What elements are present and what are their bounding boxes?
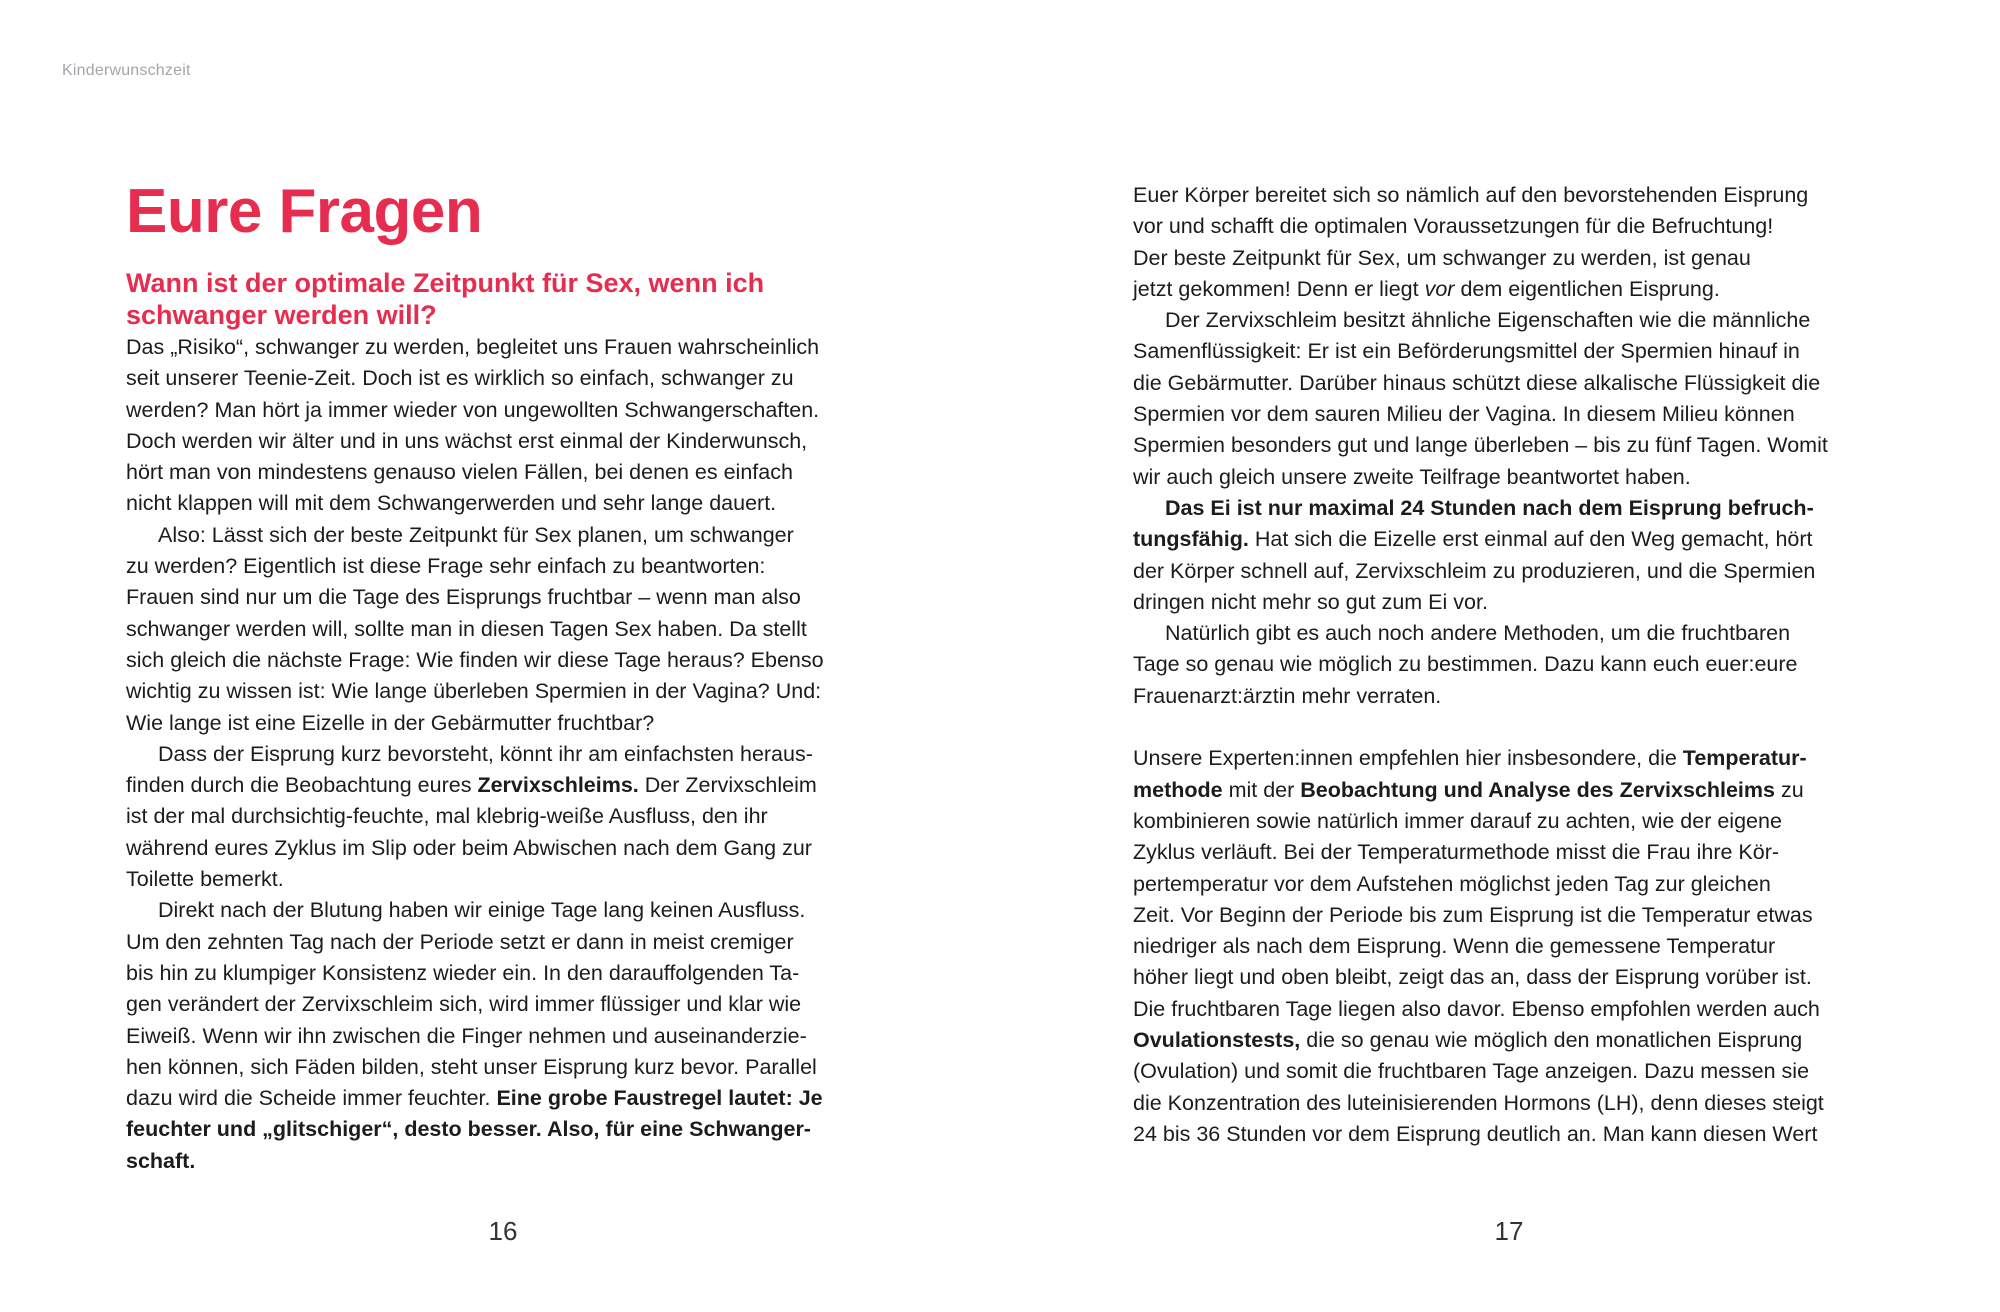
- text-run: bis hin zu klumpiger Konsistenz wieder ein. In den darauffolgenden Ta-: [126, 960, 800, 985]
- bold-text: schaft.: [126, 1148, 196, 1173]
- text-run: seit unserer Teenie-Zeit. Doch ist es wirklich so einfach, schwanger zu: [126, 366, 794, 391]
- bold-text: Ovulationstests,: [1133, 1028, 1301, 1053]
- text-line: [126, 739, 896, 770]
- text-run: Frauenarzt:ärztin mehr verraten.: [1133, 683, 1442, 708]
- text-line: [1133, 1025, 1903, 1056]
- text-run: die Gebärmutter. Darüber hinaus schützt diese alkalische Flüssigkeit die: [1133, 370, 1821, 395]
- text-run: schwanger werden will, sollte man in diesen Tagen Sex haben. Da stellt: [126, 616, 807, 641]
- text-run: dem eigentlichen Eisprung.: [1454, 276, 1720, 301]
- text-line: [1133, 211, 1903, 242]
- text-run: Zeit. Vor Beginn der Periode bis zum Eisprung ist die Temperatur etwas: [1133, 902, 1813, 927]
- text-line: [126, 989, 896, 1020]
- text-run: werden? Man hört ja immer wieder von ungewollten Schwangerschaften.: [126, 397, 820, 422]
- text-run: Doch werden wir älter und in uns wächst erst einmal der Kinderwunsch,: [126, 428, 808, 453]
- text-line: [126, 551, 896, 582]
- text-run: Zyklus verläuft. Bei der Temperaturmethode misst die Frau ihre Kör-: [1133, 840, 1780, 865]
- text-line: [126, 927, 896, 958]
- text-run: Unsere Experten:innen empfehlen hier insbesondere, die: [1133, 746, 1683, 771]
- text-run: Toilette bemerkt.: [126, 867, 284, 892]
- text-line: [126, 1083, 896, 1114]
- bold-text: Eine grobe Faustregel lautet: Je: [496, 1086, 823, 1111]
- question-heading: Wann ist der optimale Zeitpunkt für Sex, wenn ich schwanger werden will?: [126, 268, 765, 330]
- text-line: [126, 708, 896, 739]
- text-run: Frauen sind nur um die Tage des Eisprungs fruchtbar – wenn man also: [126, 585, 801, 610]
- text-run: Eiweiß. Wenn wir ihn zwischen die Finger nehmen und auseinanderzie-: [126, 1023, 807, 1048]
- text-run: Tage so genau wie möglich zu bestimmen. Dazu kann euch euer:eure: [1133, 652, 1798, 677]
- text-run: wir auch gleich unsere zweite Teilfrage beantwortet haben.: [1133, 464, 1691, 489]
- text-line: [126, 958, 896, 989]
- text-line: [126, 770, 896, 801]
- text-line: [126, 1021, 896, 1052]
- bold-text: methode: [1133, 777, 1223, 802]
- text-line: [126, 1114, 896, 1145]
- page-title: Eure Fragen: [126, 177, 483, 246]
- text-line: [126, 363, 896, 394]
- left-body-text: [126, 332, 896, 1177]
- text-run: der Körper schnell auf, Zervixschleim zu produzieren, und die Spermien: [1133, 558, 1816, 583]
- running-head: Kinderwunschzeit: [62, 62, 191, 79]
- text-run: hört man von mindestens genauso vielen Fällen, bei denen es einfach: [126, 460, 793, 485]
- text-line: [1133, 994, 1903, 1025]
- text-line: [1133, 243, 1903, 274]
- text-run: dringen nicht mehr so gut zum Ei vor.: [1133, 589, 1488, 614]
- bold-text: Beobachtung und Analyse des Zervixschleims: [1300, 777, 1775, 802]
- text-run: ist der mal durchsichtig-feuchte, mal klebrig-weiße Ausfluss, den ihr: [126, 804, 768, 829]
- text-run: höher liegt und oben bleibt, zeigt das an, dass der Eisprung vorüber ist.: [1133, 965, 1812, 990]
- text-line: [1133, 775, 1903, 806]
- text-run: Das „Risiko“, schwanger zu werden, begleitet uns Frauen wahrscheinlich: [126, 335, 820, 359]
- text-run: Natürlich gibt es auch noch andere Methoden, um die fruchtbaren: [1165, 621, 1791, 646]
- text-run: mit der: [1222, 777, 1301, 802]
- text-line: [126, 645, 896, 676]
- text-run: Also: Lässt sich der beste Zeitpunkt für Sex planen, um schwanger: [158, 522, 794, 547]
- text-line: [1133, 931, 1903, 962]
- text-line: [126, 457, 896, 488]
- bold-text: Das Ei ist nur maximal 24 Stunden nach dem Eisprung befruch-: [1165, 495, 1814, 520]
- text-run: jetzt gekommen! Denn er liegt: [1133, 276, 1425, 301]
- text-run: die so genau wie möglich den monatlichen Eisprung: [1300, 1028, 1803, 1053]
- text-line: [126, 426, 896, 457]
- text-line: [126, 395, 896, 426]
- bold-text: tungsfähig.: [1133, 527, 1249, 552]
- text-run: zu: [1774, 777, 1804, 802]
- text-run: Spermien vor dem sauren Milieu der Vagina. In diesem Milieu können: [1133, 402, 1795, 427]
- text-line: [126, 833, 896, 864]
- text-run: Der beste Zeitpunkt für Sex, um schwanger zu werden, ist genau: [1133, 245, 1751, 270]
- text-line: [1133, 493, 1903, 524]
- text-line: [1133, 806, 1903, 837]
- text-line: [1133, 305, 1903, 336]
- text-line: [1133, 274, 1903, 305]
- text-line: [1133, 524, 1903, 555]
- text-run: finden durch die Beobachtung eures: [126, 773, 478, 798]
- text-run: während eures Zyklus im Slip oder beim Abwischen nach dem Gang zur: [126, 835, 812, 860]
- text-line: [126, 332, 896, 363]
- text-run: Der Zervixschleim: [638, 773, 817, 798]
- text-run: nicht klappen will mit dem Schwangerwerden und sehr lange dauert.: [126, 491, 777, 516]
- text-line: [1133, 336, 1903, 367]
- text-line: [126, 614, 896, 645]
- text-line: [1133, 743, 1903, 774]
- page-number-left: 16: [488, 1216, 518, 1246]
- text-run: wichtig zu wissen ist: Wie lange überleben Spermien in der Vagina? Und:: [126, 679, 822, 704]
- text-run: die Konzentration des luteinisierenden Hormons (LH), denn dieses steigt: [1133, 1090, 1824, 1115]
- text-run: Wie lange ist eine Eizelle in der Gebärmutter fruchtbar?: [126, 710, 655, 735]
- italic-text: vor: [1424, 276, 1455, 301]
- text-line: [1133, 837, 1903, 868]
- text-run: Die fruchtbaren Tage liegen also davor. Ebenso empfohlen werden auch: [1133, 996, 1820, 1021]
- text-run: sich gleich die nächste Frage: Wie finden wir diese Tage heraus? Ebenso: [126, 647, 824, 672]
- text-line: [1133, 462, 1903, 493]
- text-run: dazu wird die Scheide immer feuchter.: [126, 1086, 497, 1111]
- text-run: niedriger als nach dem Eisprung. Wenn die gemessene Temperatur: [1133, 934, 1776, 959]
- text-run: pertemperatur vor dem Aufstehen möglichst jeden Tag zur gleichen: [1133, 871, 1771, 896]
- text-run: Spermien besonders gut und lange überleben – bis zu fünf Tagen. Womit: [1133, 433, 1828, 458]
- text-run: Der Zervixschleim besitzt ähnliche Eigenschaften wie die männliche: [1165, 308, 1811, 333]
- text-line: [1133, 587, 1903, 618]
- page-number-right: 17: [1494, 1216, 1524, 1246]
- text-run: Hat sich die Eizelle erst einmal auf den Weg gemacht, hört: [1248, 527, 1813, 552]
- text-line: [1133, 869, 1903, 900]
- text-line: [1133, 1056, 1903, 1087]
- text-line: [1133, 430, 1903, 461]
- text-line: [126, 801, 896, 832]
- text-line: [1133, 1119, 1903, 1150]
- text-line: [1133, 681, 1903, 712]
- text-line: [1133, 556, 1903, 587]
- bold-text: Zervixschleims.: [477, 773, 639, 798]
- text-run: kombinieren sowie natürlich immer darauf zu achten, wie der eigene: [1133, 808, 1782, 833]
- text-line: [126, 1052, 896, 1083]
- text-line: [126, 676, 896, 707]
- text-line: [126, 1146, 896, 1177]
- text-line: [1133, 712, 1903, 743]
- bold-text: Temperatur-: [1682, 746, 1807, 771]
- text-run: (Ovulation) und somit die fruchtbaren Tage anzeigen. Dazu messen sie: [1133, 1059, 1810, 1084]
- text-line: [126, 488, 896, 519]
- text-line: [126, 582, 896, 613]
- text-run: gen verändert der Zervixschleim sich, wird immer flüssiger und klar wie: [126, 992, 802, 1017]
- bold-text: feuchter und „glitschiger“, desto besser. Also, für eine Schwanger-: [126, 1117, 811, 1142]
- text-run: vor und schafft die optimalen Voraussetzungen für die Befruchtung!: [1133, 214, 1774, 239]
- right-body-text: [1133, 180, 1903, 1150]
- text-run: Samenflüssigkeit: Er ist ein Beförderungsmittel der Spermien hinauf in: [1133, 339, 1800, 364]
- text-run: 24 bis 36 Stunden vor dem Eisprung deutlich an. Man kann diesen Wert: [1133, 1121, 1818, 1146]
- text-run: Direkt nach der Blutung haben wir einige Tage lang keinen Ausfluss.: [158, 898, 806, 923]
- text-run: hen können, sich Fäden bilden, steht unser Eisprung kurz bevor. Parallel: [126, 1054, 817, 1079]
- text-run: Um den zehnten Tag nach der Periode setzt er dann in meist cremiger: [126, 929, 794, 954]
- text-run: zu werden? Eigentlich ist diese Frage sehr einfach zu beantworten:: [126, 554, 766, 579]
- text-line: [1133, 618, 1903, 649]
- text-line: [1133, 1088, 1903, 1119]
- text-line: [1133, 649, 1903, 680]
- text-line: [1133, 900, 1903, 931]
- text-run: Euer Körper bereitet sich so nämlich auf den bevorstehenden Eisprung: [1133, 183, 1809, 207]
- text-line: [126, 520, 896, 551]
- text-line: [126, 895, 896, 926]
- text-line: [1133, 180, 1903, 211]
- text-run: Dass der Eisprung kurz bevorsteht, könnt ihr am einfachsten heraus-: [158, 741, 813, 766]
- text-line: [1133, 399, 1903, 430]
- text-line: [1133, 368, 1903, 399]
- text-line: [1133, 962, 1903, 993]
- text-line: [126, 864, 896, 895]
